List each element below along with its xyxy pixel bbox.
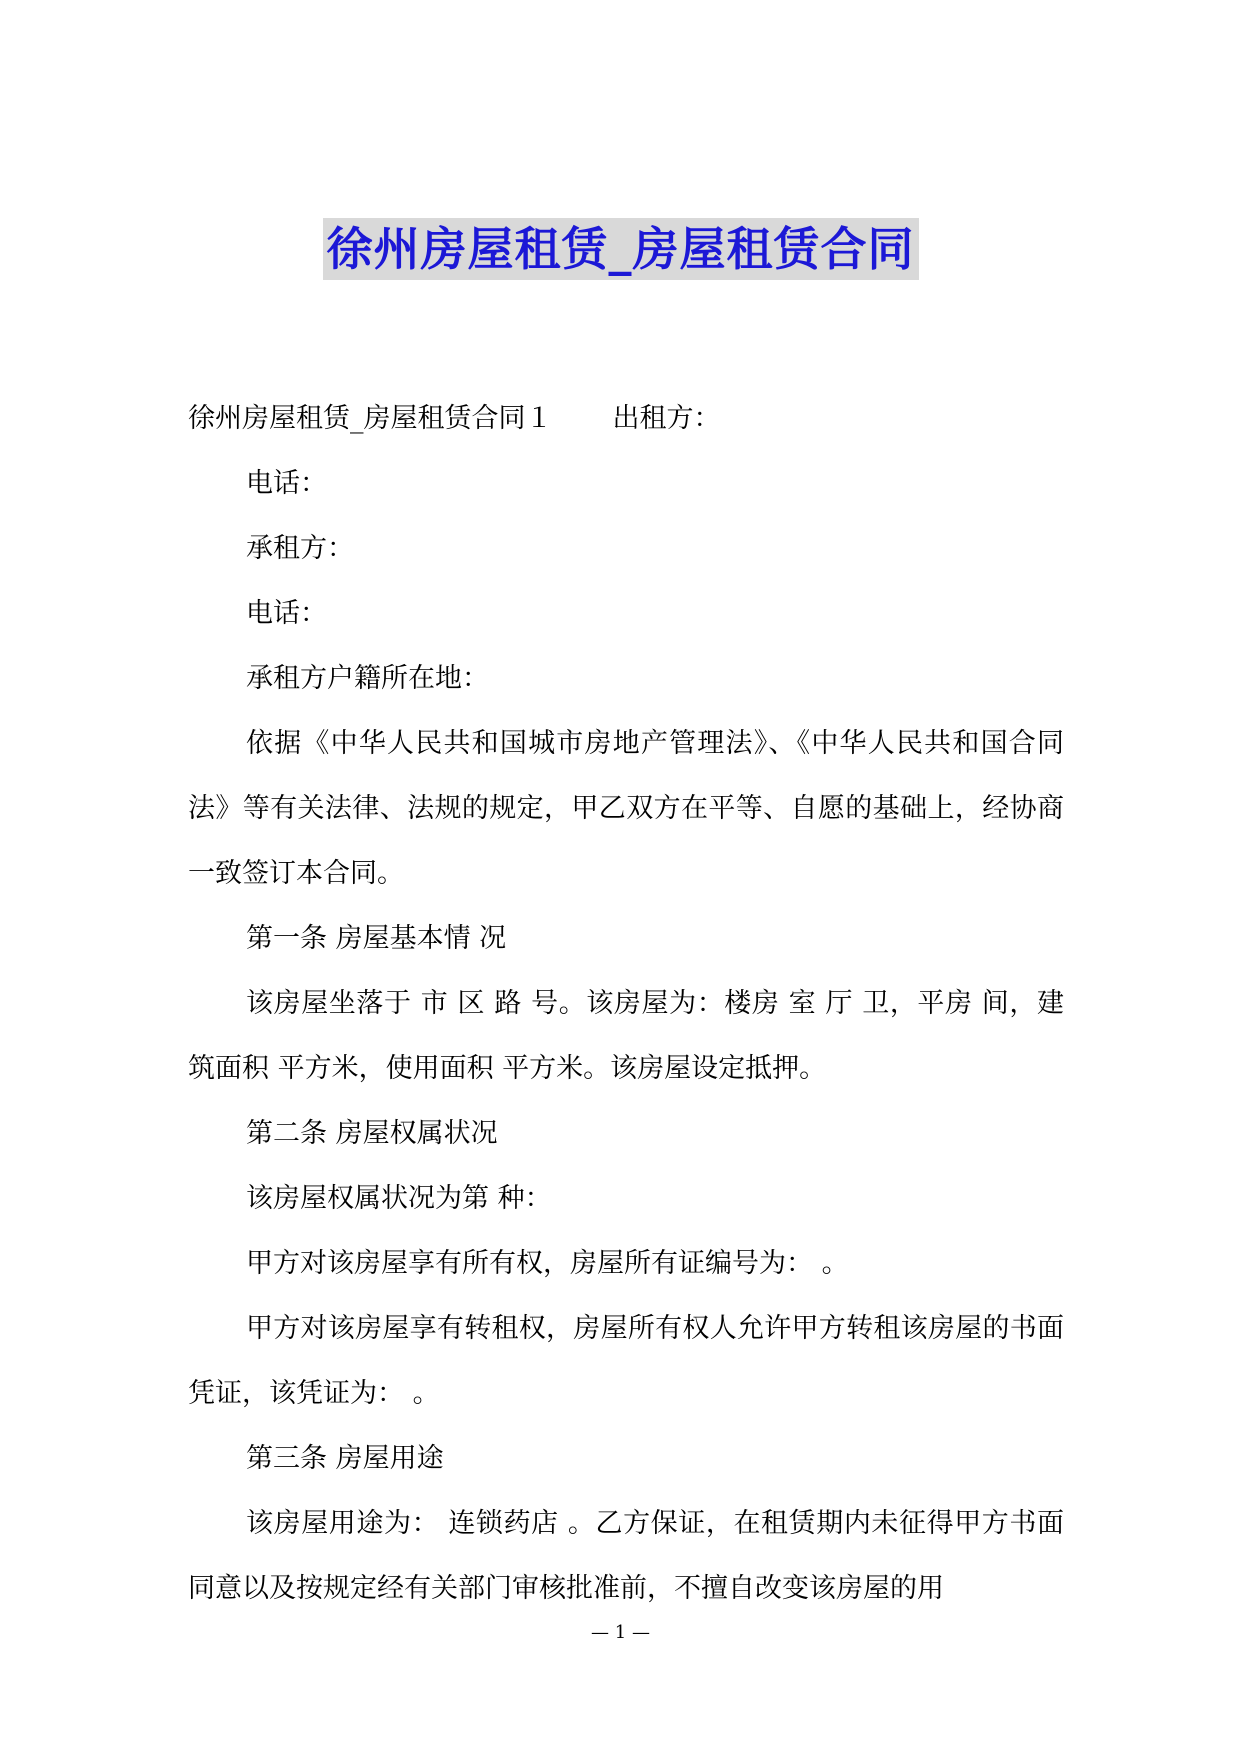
- first-line: [188, 386, 1064, 451]
- lessor-label: 出租方：: [612, 403, 721, 434]
- paragraph-ownership-cert: 甲方对该房屋享有所有权，房屋所有证编号为： 。: [246, 1248, 849, 1279]
- paragraph-lessee-domicile: 承租方户籍所在地：: [246, 663, 489, 694]
- page-number: — 1 —: [591, 1622, 650, 1643]
- paragraph-legal-basis: 依据《中华人民共和国城市房地产管理法》、《中华人民共和国合同法》等有关法律、法规的规定，甲乙双方在平等、自愿的基础上，经协商一致签订本合同。: [188, 728, 1064, 889]
- article-2-heading: 第二条 房屋权属状况: [246, 1118, 498, 1149]
- paragraph-sublease-right: 甲方对该房屋享有转租权，房屋所有权人允许甲方转租该房屋的书面凭证，该凭证为： 。: [188, 1313, 1064, 1409]
- paragraph-house-info: 该房屋坐落于 市 区 路 号。该房屋为：楼房 室 厅 卫，平房 间，建筑面积 平方米，使用面积 平方米。该房屋设定抵押。: [188, 988, 1064, 1084]
- paragraph-lessor-phone: 电话：: [246, 468, 327, 499]
- title-wrap: [0, 218, 1241, 280]
- paragraph-lessee: 承租方：: [246, 533, 354, 564]
- paragraph-lessee-phone: 电话：: [246, 598, 327, 629]
- paragraph-ownership-type: 该房屋权属状况为第 种：: [246, 1183, 552, 1214]
- document-title: 徐州房屋租赁_房屋租赁合同: [323, 218, 919, 280]
- article-3-heading: 第三条 房屋用途: [246, 1443, 444, 1474]
- document-body: [188, 386, 1064, 1621]
- article-1-heading: 第一条 房屋基本情 况: [246, 923, 507, 954]
- document-reference: 徐州房屋租赁_房屋租赁合同１: [188, 403, 553, 434]
- paragraph-house-usage: 该房屋用途为： 连锁药店 。乙方保证，在租赁期内未征得甲方书面同意以及按规定经有关部门审核批准前，不擅自改变该房屋的用: [188, 1508, 1064, 1604]
